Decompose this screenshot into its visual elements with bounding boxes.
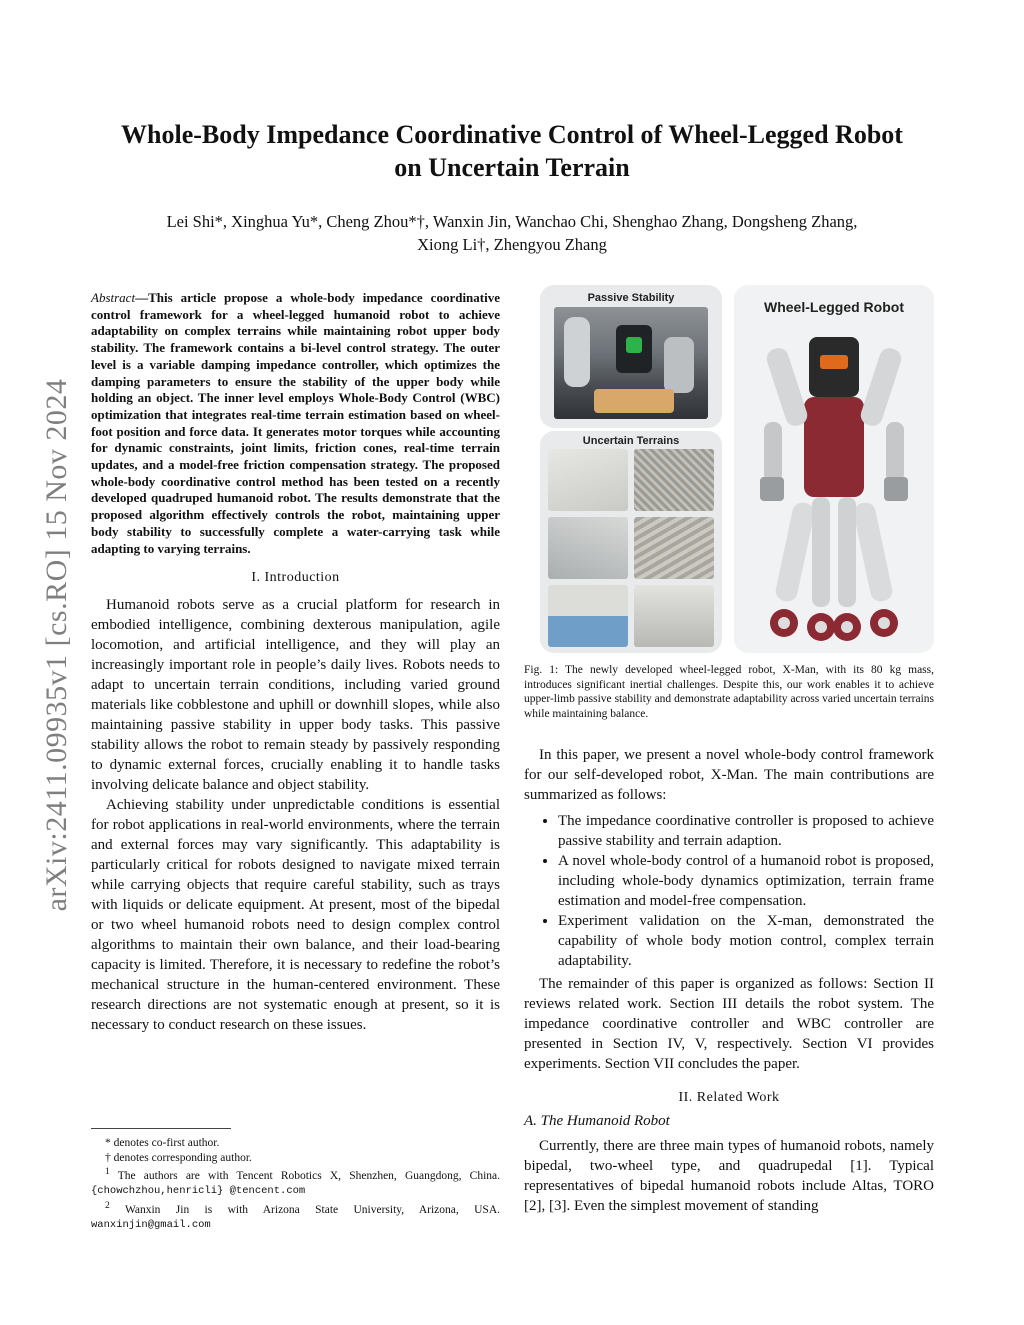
- footnotes: [91, 1136, 500, 1233]
- left-column: [91, 290, 500, 1035]
- footnote-corresponding: † denotes corresponding author.: [105, 1151, 252, 1164]
- footnote-affiliation-1: $^1$ The authors are with Tencent Robotics X, Shenzhen, Guangdong, China. {chowchzhou,henricli} @tencent.com: [91, 1166, 500, 1198]
- wheel-legged-robot-panel: [734, 285, 934, 653]
- terrain-photo-1: [548, 449, 628, 511]
- intro-paragraph-2: Achieving stability under unpredictable conditions is essential for robot applications in real-world environments, where the terrain and external forces may vary significantly. This adaptability is particularly critical for robots designed to navigate mixed terrain while carrying objects that require careful stability, such as trays with liquids or delicate equipment. At present, most of the bipedal or two wheel humanoid robots need to design complex control algorithms to maintain their own balance, and their load-bearing capacity is limited. Therefore, it is necessary to redefine the robot’s mechanical structure in the human-centered environment. These research directions are not systematic enough at present, so it is necessary to conduct research on these issues.: [91, 797, 500, 1034]
- related-work-paragraph: Currently, there are three main types of humanoid robots, namely bipedal, two-wheel type, and quadrupedal [1]. Typical representatives of bipedal humanoid robots include Altas, TORO [2], [3]. Even the simplest movement of standing: [524, 1138, 934, 1214]
- passive-stability-panel: [540, 285, 722, 428]
- subsection-heading-humanoid-robot: A. The Humanoid Robot: [524, 1113, 670, 1129]
- figure-1: [540, 283, 935, 655]
- contribution-item: • Experiment validation on the X-man, demonstrated the capability of whole body motion control, complex terrain adaptability.: [558, 911, 934, 971]
- footnote-cofirst: * denotes co-first author.: [105, 1137, 220, 1149]
- terrain-photo-3: [548, 517, 628, 579]
- authors-line-2: Xiong Li†, Zhengyou Zhang: [417, 235, 607, 254]
- uncertain-terrains-label: Uncertain Terrains: [582, 435, 680, 447]
- terrain-photo-5: [548, 585, 628, 647]
- authors-line-1: Lei Shi*, Xinghua Yu*, Cheng Zhou*†, Wanxin Jin, Wanchao Chi, Shenghao Zhang, Dongsheng Zhang,: [166, 212, 858, 231]
- contributions-list: [524, 811, 934, 971]
- section-heading-related-work: II. Related Work: [678, 1090, 780, 1105]
- title-line-1: Whole-Body Impedance Coordinative Control of Wheel-Legged Robot: [121, 120, 903, 149]
- contribution-item: • A novel whole-body control of a humanoid robot is proposed, including whole-body dynamics optimization, terrain frame estimation and model-free compensation.: [558, 851, 934, 911]
- robot-illustration: [754, 327, 914, 645]
- passive-stability-label: Passive Stability: [587, 292, 675, 304]
- terrain-photo-6: [634, 585, 714, 647]
- contributions-intro: In this paper, we present a novel whole-body control framework for our self-developed robot, X-Man. The main contributions are summarized as follows:: [524, 747, 934, 803]
- uncertain-terrains-panel: [540, 431, 722, 653]
- abstract-text: —This article propose a whole-body impedance coordinative control framework for a wheel-legged humanoid robot to achieve adaptability on complex terrains while maintaining robot upper body stability. The framework contains a bi-level control strategy. The outer level is a variable damping impedance controller, which optimizes the damping parameters to ensure the stability of the upper body while holding an object. The inner level employs Whole-Body Control (WBC) optimization that integrates real-time terrain estimation based on wheel-foot position and force data. It generates motor torques while accounting for dynamic constraints, joint limits, friction cones, real-time terrain updates, and a model-free friction compensation strategy. The proposed whole-body coordinative control method has been tested on a recently developed quadruped humanoid robot. The results demonstrate that the proposed algorithm effectively controls the robot, maintaining upper body stability to successfully complete a water-carrying task while adapting to varying terrains.: [91, 290, 500, 556]
- footnote-rule: [91, 1128, 231, 1129]
- author-list: [80, 210, 944, 256]
- paper-title: [60, 118, 964, 184]
- right-column: [524, 745, 934, 1216]
- terrain-photo-2: [634, 449, 714, 511]
- arxiv-identifier: arXiv:2411.09935v1 [cs.RO] 15 Nov 2024: [40, 378, 73, 912]
- intro-paragraph-1: Humanoid robots serve as a crucial platform for research in embodied intelligence, combining dexterous manipulation, agile locomotion, and artificial intelligence, and they will play an increasingly important role in people’s daily lives. Robots needs to adapt to uncertain terrain conditions, including varied ground materials like cobblestone and uphill or downhill slopes, while also maintaining passive stability in upper body tasks. This passive stability allows the robot to remain steady by passively responding to dynamic external forces, crucially enabling it to handle tasks involving delicate balance and object stability.: [91, 597, 500, 794]
- wheel-legged-robot-label: Wheel-Legged Robot: [764, 299, 904, 315]
- paper-organization-paragraph: The remainder of this paper is organized as follows: Section II reviews related work. Section III details the robot system. The impedance coordinative controller and WBC controller are presented in Section IV, V, respectively. Section VI provides experiments. Section VII concludes the paper.: [524, 976, 934, 1072]
- terrain-photo-4: [634, 517, 714, 579]
- section-heading-introduction: I. Introduction: [251, 570, 340, 586]
- abstract: [91, 290, 500, 557]
- contribution-item: • The impedance coordinative controller is proposed to achieve passive stability and terrain adaption.: [558, 811, 934, 851]
- abstract-label: Abstract: [91, 290, 136, 305]
- title-line-2: on Uncertain Terrain: [394, 153, 630, 182]
- passive-stability-photo: [554, 307, 708, 419]
- figure-caption: Fig. 1: The newly developed wheel-legged robot, X-Man, with its 80 kg mass, introduces significant inertial challenges. Despite this, our work enables it to achieve upper-limb passive stability and demonstrate adaptability across varied uncertain terrains while maintaining balance.: [524, 664, 934, 720]
- footnote-affiliation-2: $^2$ Wanxin Jin is with Arizona State University, Arizona, USA. wanxinjin@gmail.com: [91, 1199, 500, 1232]
